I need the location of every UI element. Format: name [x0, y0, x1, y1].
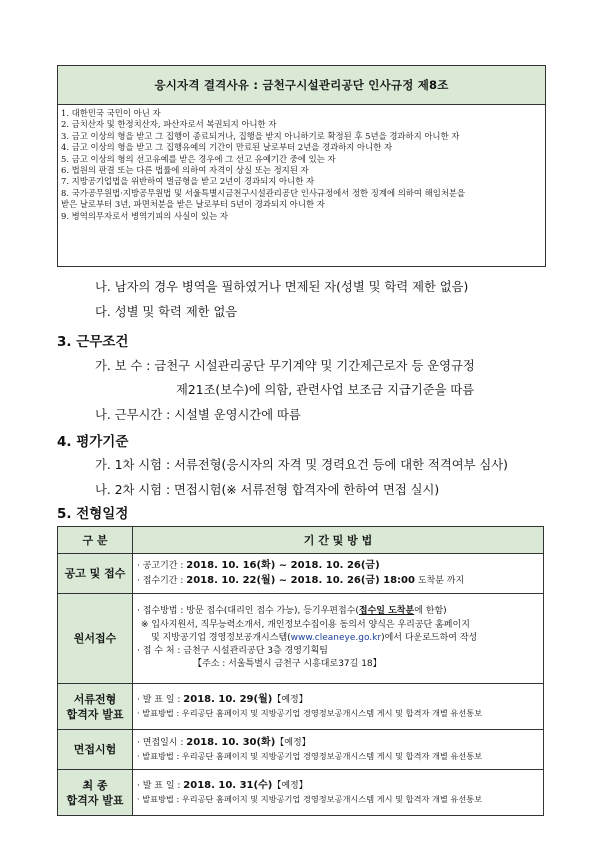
schedule-table: [57, 526, 544, 816]
download-text: 및 지방공기업 경영정보공개시스템(: [151, 632, 291, 643]
application-download-line: [137, 632, 539, 645]
schedule-row-interview: [58, 730, 544, 770]
detail-application: [133, 594, 544, 684]
disqualification-item: 5. 금고 이상의 형의 선고유예를 받은 경우에 그 선고 유예기간 중에 있는 자: [61, 153, 336, 164]
pay-line-1: 가. 보 수 : 금천구 시설관리공단 무기계약 및 기간제근로자 등 운영규정: [95, 359, 475, 373]
section-schedule-heading: 5. 전형일정: [57, 506, 129, 522]
doc-result-method: · 발표방법 : 우리공단 홈페이지 및 지방공기업 경영정보공개시스템 게시 및 합격자 개별 유선통보: [137, 708, 483, 718]
header-period: 기 간 및 방 법: [133, 527, 544, 554]
schedule-row-notice: [58, 554, 544, 594]
final-label-2: 합격자 발표: [66, 793, 124, 807]
application-deadline-emphasis: 접수일 도착분: [358, 606, 415, 617]
eligibility-military: 나. 남자의 경우 병역을 필하였거나 면제된 자(성별 및 학력 제한 없음): [95, 280, 469, 294]
application-method-tail: 에 한함): [414, 606, 447, 617]
application-forms-note: ※ 입사지원서, 직무능력소개서, 개인정보수집이용 동의서 양식은 우리공단 홈페이지: [141, 619, 470, 630]
pay-line-2: 제21조(보수)에 의함, 관련사업 보조금 지급기준을 따름: [176, 383, 475, 397]
disqualification-item: 7. 지방공기업법을 위반하여 벌금형을 받고 2년이 경과되지 아니한 자: [61, 176, 315, 187]
receipt-period-note: 도착분 까지: [414, 575, 465, 586]
receipt-period-line: [137, 574, 539, 588]
cleaneye-link[interactable]: www.cleaneye.go.kr: [290, 632, 382, 643]
category-interview: 면접시험: [58, 730, 133, 770]
detail-doc-result: [133, 684, 544, 730]
schedule-row-application: [58, 594, 544, 684]
interview-date: 2018. 10. 30(화): [186, 736, 276, 748]
notice-period-line: [137, 559, 539, 573]
section-evaluation-heading: 4. 평가기준: [57, 434, 129, 450]
doc-result-tentative: 【예정】: [272, 694, 308, 705]
interview-method: · 발표방법 : 우리공단 홈페이지 및 지방공기업 경영정보공개시스템 게시 및 합격자 개별 유선통보: [137, 751, 483, 761]
detail-final: [133, 770, 544, 816]
interview-date-label: · 면접일시 :: [137, 737, 187, 748]
disqualification-list: [58, 105, 545, 222]
final-label-1: 최 종: [82, 778, 108, 792]
working-hours: 나. 근무시간 : 시설별 운영시간에 따름: [95, 408, 301, 422]
disqualification-item: 4. 금고 이상의 형을 받고 그 집행유예의 기간이 만료된 날로부터 2년을 경과하지 아니한 자: [61, 142, 393, 153]
disqualification-item: 9. 병역의무자로서 병역기피의 사실이 있는 자: [61, 210, 228, 221]
detail-notice: [133, 554, 544, 594]
category-application: 원서접수: [58, 594, 133, 684]
evaluation-second: 나. 2차 시험 : 면접시험(※ 서류전형 합격자에 한하여 면접 실시): [95, 483, 440, 497]
category-final: [58, 770, 133, 816]
header-category: 구 분: [58, 527, 133, 554]
disqualification-title: 응시자격 결격사유 : 금천구시설관리공단 인사규정 제8조: [58, 66, 545, 105]
schedule-row-doc-result: [58, 684, 544, 730]
disqualification-item: 6. 법원의 판결 또는 다른 법률에 의하여 자격이 상실 또는 정지된 자: [61, 165, 309, 176]
final-date-label: · 발 표 일 :: [137, 780, 184, 791]
interview-tentative: 【예정】: [275, 737, 311, 748]
notice-period-value: 2018. 10. 16(화) ~ 2018. 10. 26(금): [186, 560, 380, 572]
notice-period-label: · 공고기간 :: [137, 561, 187, 572]
disqualification-item: 2. 금치산자 및 한정치산자, 파산자로서 복권되지 아니한 자: [61, 119, 277, 130]
download-tail: )에서 다운로드하여 작성: [381, 632, 478, 643]
receipt-period-value: 2018. 10. 22(월) ~ 2018. 10. 26(금) 18:00: [186, 574, 415, 586]
detail-interview: [133, 730, 544, 770]
final-method: · 발표방법 : 우리공단 홈페이지 및 지방공기업 경영정보공개시스템 게시 및 합격자 개별 유선통보: [137, 794, 483, 804]
final-date: 2018. 10. 31(수): [183, 779, 273, 791]
doc-result-date-line: [137, 693, 539, 707]
doc-result-date-label: · 발 표 일 :: [137, 694, 184, 705]
schedule-header-row: [58, 527, 544, 554]
schedule-row-final: [58, 770, 544, 816]
category-doc-result: [58, 684, 133, 730]
doc-result-label-1: 서류전형: [73, 692, 117, 706]
doc-result-label-2: 합격자 발표: [66, 707, 124, 721]
disqualification-item: 8. 국가공무원법·지방공무원법 및 서울특별시금천구시설관리공단 인사규정에서 정한 징계에 의하여 해임처분을 받은 날로부터 3년, 파면처분을 받은 날로부터 5년이 경과되지 아니한 자: [61, 187, 466, 210]
receipt-period-label: · 접수기간 :: [137, 575, 187, 586]
application-method-line: [137, 605, 539, 618]
application-method-text: · 접수방법 : 방문 접수(대리인 접수 가능), 등기우편접수(: [137, 606, 359, 617]
final-tentative: 【예정】: [272, 780, 308, 791]
interview-date-line: [137, 736, 539, 750]
disqualification-item: 1. 대한민국 국민이 아닌 자: [61, 108, 161, 118]
category-notice: 공고 및 접수: [58, 554, 133, 594]
disqualification-item: 3. 금고 이상의 형을 받고 그 집행이 종료되거나, 집행을 받지 아니하기로 확정된 후 5년을 경과하지 아니한 자: [61, 130, 460, 141]
final-date-line: [137, 779, 539, 793]
application-office: · 접 수 처 : 금천구 시설관리공단 3층 경영기획팀: [137, 646, 328, 657]
doc-result-date: 2018. 10. 29(월): [183, 693, 273, 705]
evaluation-first: 가. 1차 시험 : 서류전형(응시자의 자격 및 경력요건 등에 대한 적격여부 심사): [95, 458, 508, 472]
disqualification-box: [57, 65, 546, 267]
eligibility-no-limit: 다. 성별 및 학력 제한 없음: [95, 305, 238, 319]
section-working-conditions-heading: 3. 근무조건: [57, 334, 129, 350]
application-address: 【주소 : 서울특별시 금천구 시흥대로37길 18】: [193, 659, 382, 670]
